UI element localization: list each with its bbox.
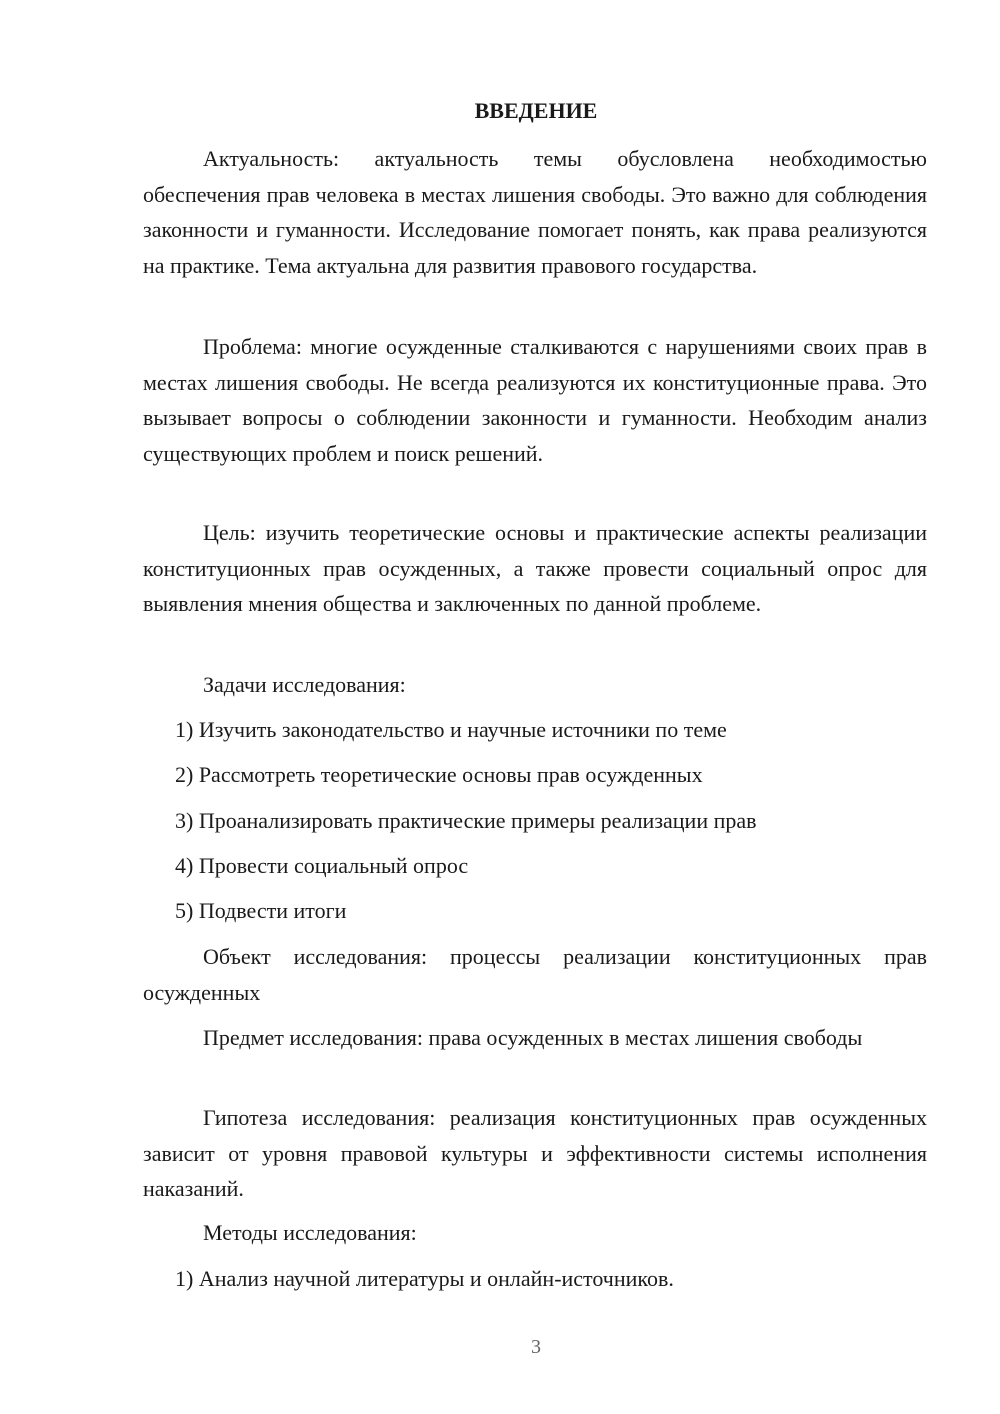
methods-heading: Методы исследования: [203,1220,417,1245]
page-title: ВВЕДЕНИЕ [474,98,598,123]
tasks-heading: Задачи исследования: [203,672,406,697]
task-item: 1) Изучить законодательство и научные источники по теме [175,717,727,742]
subject-paragraph: Предмет исследования: права осужденных в местах лишения свободы [203,1025,863,1050]
hypothesis-paragraph: Гипотеза исследования: реализация конституционных прав осужденных зависит от уровня правовой культуры и эффективности системы исполнения наказаний. [143,1105,927,1201]
method-item: 1) Анализ научной литературы и онлайн-источников. [175,1266,674,1291]
task-item: 2) Рассмотреть теоретические основы прав осужденных [175,762,703,787]
relevance-paragraph: Актуальность: актуальность темы обусловлена необходимостью обеспечения прав человека в местах лишения свободы. Это важно для соблюдения законности и гуманности. Исследование помогает понять, как права реализуются на практике. Тема актуальна для развития правового государства. [143,146,927,278]
page-number: 3 [531,1336,541,1358]
task-item: 4) Провести социальный опрос [175,853,469,878]
goal-paragraph: Цель: изучить теоретические основы и практические аспекты реализации конституционных прав осужденных, а также провести социальный опрос для выявления мнения общества и заключенных по данной проблеме. [143,520,927,616]
object-paragraph: Объект исследования: процессы реализации конституционных прав осужденных [143,944,927,1005]
task-item: 5) Подвести итоги [175,898,347,923]
task-item: 3) Проанализировать практические примеры реализации прав [175,808,757,833]
problem-paragraph: Проблема: многие осужденные сталкиваются с нарушениями своих прав в местах лишения свободы. Не всегда реализуются их конституционные права. Это вызывает вопросы о соблюдении законности и гуманности. Необходим анализ существующих проблем и поиск решений. [143,334,927,466]
